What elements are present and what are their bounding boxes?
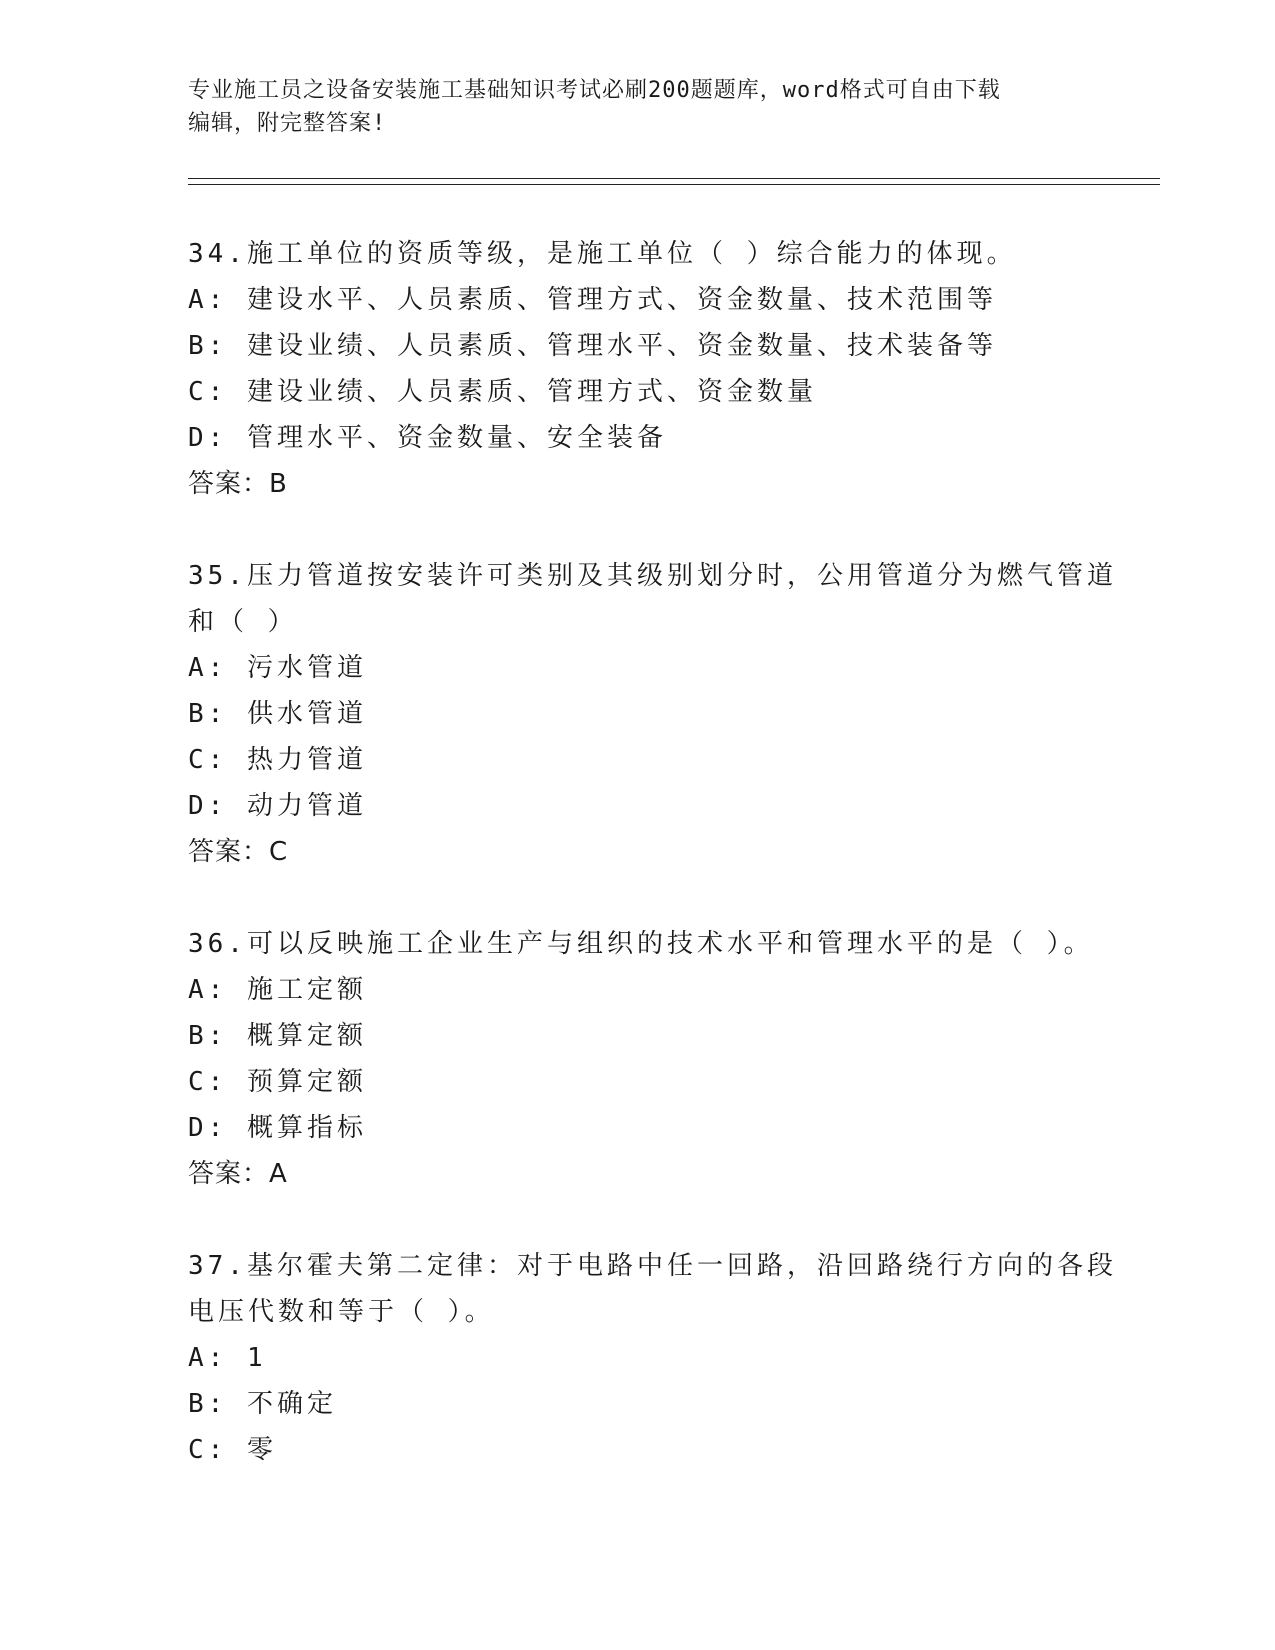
answer: 答案：B <box>188 469 288 499</box>
header-line-1: 专业施工员之设备安装施工基础知识考试必刷200题题库，word格式可自由下载 <box>188 78 1001 103</box>
option-c: C: 热力管道 <box>188 745 367 775</box>
question-stem: 34.施工单位的资质等级，是施工单位（ ）综合能力的体现。 <box>188 239 1017 269</box>
option-a: A: 污水管道 <box>188 653 367 683</box>
question-36 <box>188 921 1094 1197</box>
question-stem-line-1: 35.压力管道按安装许可类别及其级别划分时，公用管道分为燃气管道 <box>188 561 1117 591</box>
option-c: C: 建设业绩、人员素质、管理方式、资金数量 <box>188 377 817 407</box>
header-line-2: 编辑，附完整答案! <box>188 111 387 136</box>
option-d: D: 概算指标 <box>188 1113 367 1143</box>
header-divider-bottom <box>188 184 1160 185</box>
option-b: B: 建设业绩、人员素质、管理水平、资金数量、技术装备等 <box>188 331 997 361</box>
question-35 <box>188 553 1117 875</box>
question-stem-line-2: 电压代数和等于（ ）。 <box>188 1297 495 1327</box>
option-c: C: 零 <box>188 1435 277 1465</box>
question-stem-line-2: 和（ ） <box>188 607 298 637</box>
question-34 <box>188 231 1088 507</box>
option-d: D: 管理水平、资金数量、安全装备 <box>188 423 667 453</box>
answer: 答案：A <box>188 1159 288 1189</box>
document-header <box>188 74 1088 140</box>
option-a: A: 施工定额 <box>188 975 367 1005</box>
option-c: C: 预算定额 <box>188 1067 367 1097</box>
question-list <box>188 231 1117 1519</box>
question-37 <box>188 1243 1117 1473</box>
option-b: B: 供水管道 <box>188 699 367 729</box>
option-a: A: 1 <box>188 1343 267 1373</box>
option-b: B: 概算定额 <box>188 1021 367 1051</box>
question-stem: 36.可以反映施工企业生产与组织的技术水平和管理水平的是（ ）。 <box>188 929 1094 959</box>
option-b: B: 不确定 <box>188 1389 337 1419</box>
answer: 答案：C <box>188 837 289 867</box>
question-stem-line-1: 37.基尔霍夫第二定律：对于电路中任一回路，沿回路绕行方向的各段 <box>188 1251 1117 1281</box>
option-a: A: 建设水平、人员素质、管理方式、资金数量、技术范围等 <box>188 285 997 315</box>
option-d: D: 动力管道 <box>188 791 367 821</box>
header-divider-top <box>188 178 1160 179</box>
